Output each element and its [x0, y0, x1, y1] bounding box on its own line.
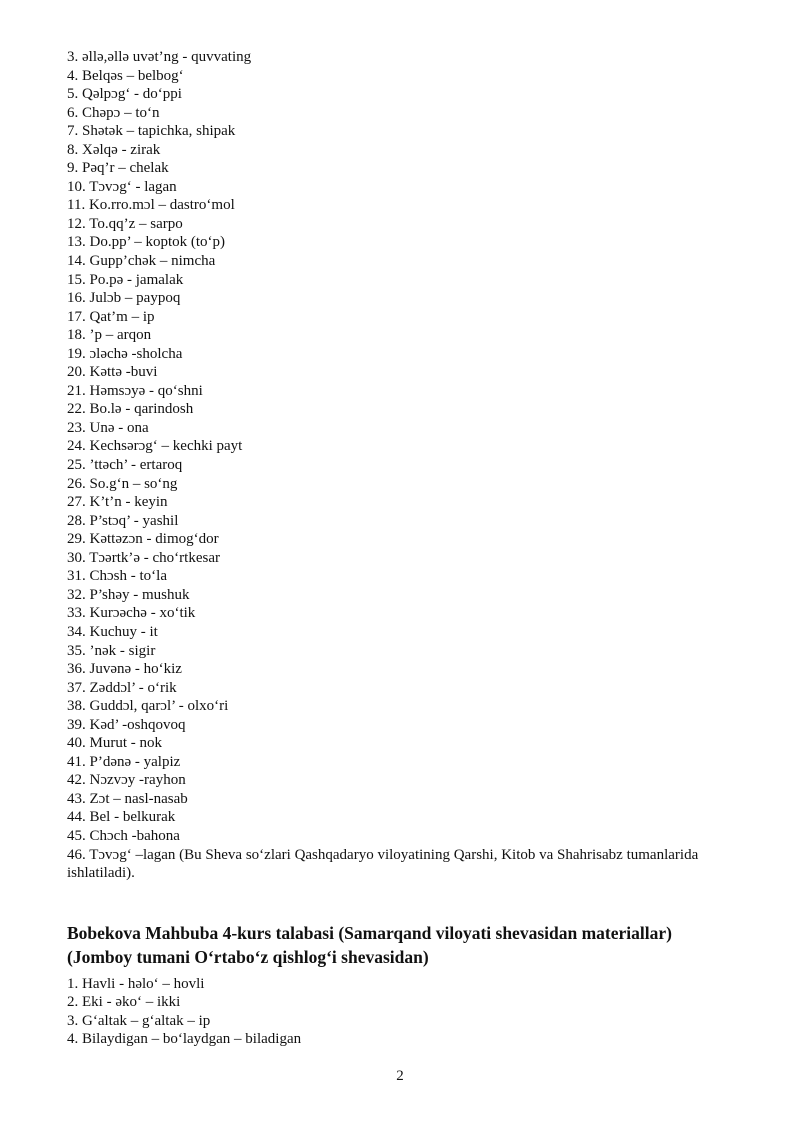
list-item: 35. ’nək - sigir — [67, 642, 156, 659]
list-item: 5. Qəlpɔg‘ - do‘ppi — [67, 86, 182, 103]
list-item: 13. Do.pp’ – koptok (to‘p) — [67, 234, 226, 251]
section-heading — [67, 921, 767, 969]
list-item: 1. Havli - həlo‘ – hovli — [67, 975, 205, 992]
list-item: 9. Pəq’r – chelak — [67, 160, 169, 177]
list-item: 40. Murut - nok — [67, 735, 162, 752]
list-item: 7. Shətək – tapichka, shipak — [67, 123, 236, 140]
list-item: 32. P’shəy - mushuk — [67, 586, 190, 603]
list-item: 25. ’ttəch’ - ertaroq — [67, 457, 183, 474]
list-item: 4. Belqəs – belbog‘ — [67, 67, 184, 84]
second-word-list — [67, 975, 767, 1049]
list-item: 24. Kechsərɔg‘ – kechki payt — [67, 438, 243, 455]
list-item: 20. Kəttə -buvi — [67, 364, 158, 381]
list-item: 8. Xəlqə - zirak — [67, 141, 161, 158]
list-item: 38. Guddɔl, qarɔl’ - olxo‘ri — [67, 698, 229, 715]
list-item: 31. Chɔsh - to‘la — [67, 568, 167, 585]
document-page — [67, 48, 767, 1049]
dialect-word-list — [67, 48, 767, 883]
list-item: 33. Kurɔəchə - xo‘tik — [67, 605, 196, 622]
list-item: 39. Kəd’ -oshqovoq — [67, 716, 186, 733]
list-item: 6. Chəpɔ – to‘n — [67, 104, 160, 121]
list-item: 37. Zəddɔl’ - o‘rik — [67, 679, 177, 696]
list-item: 44. Bel - belkurak — [67, 809, 176, 826]
list-item: 42. Nɔzvɔy -rayhon — [67, 772, 186, 789]
list-item: 46. Tɔvɔg‘ –lagan (Bu Sheva so‘zlari Qashqadaryo viloyatining Qarshi, Kitob va Shahrisabz tumanlarida ishlatiladi). — [67, 846, 699, 882]
list-item: 18. ’p – arqon — [67, 327, 152, 344]
list-item: 16. Julɔb – paypoq — [67, 290, 181, 307]
list-item: 21. Həmsɔyə - qo‘shni — [67, 382, 203, 399]
section-heading-line-1: Bobekova Mahbuba 4-kurs talabasi (Samarqand viloyati shevasidan materiallar) — [67, 922, 672, 943]
list-item: 10. Tɔvɔg‘ - lagan — [67, 178, 177, 195]
list-item: 2. Eki - əko‘ – ikki — [67, 994, 181, 1011]
list-item: 43. Zɔt – nasl-nasab — [67, 790, 188, 807]
list-item: 22. Bo.lə - qarindosh — [67, 401, 194, 418]
list-item: 11. Ko.rro.mɔl – dastro‘mol — [67, 197, 235, 214]
list-item: 30. Tɔərtk’ə - cho‘rtkesar — [67, 549, 220, 566]
page-number: 2 — [396, 1068, 404, 1084]
list-item: 34. Kuchuy - it — [67, 623, 158, 640]
list-item: 26. So.g‘n – so‘ng — [67, 475, 178, 492]
list-item: 3. G‘altak – g‘altak – ip — [67, 1012, 211, 1029]
list-item: 17. Qat’m – ip — [67, 308, 155, 325]
list-item: 14. Gupp’chək – nimcha — [67, 253, 216, 270]
section-heading-line-2: (Jomboy tumani O‘rtabo‘z qishlog‘i shevasidan) — [67, 946, 429, 967]
list-item: 12. To.qq’z – sarpo — [67, 215, 183, 232]
list-item: 27. K’t’n - keyin — [67, 494, 168, 511]
list-item: 23. Unə - ona — [67, 419, 149, 436]
list-item: 15. Po.pə - jamalak — [67, 271, 184, 288]
list-item: 29. Kəttəzɔn - dimog‘dor — [67, 531, 219, 548]
list-item: 45. Chɔch -bahona — [67, 827, 180, 844]
list-item: 41. P’dənə - yalpiz — [67, 753, 181, 770]
list-item: 19. ɔləchə -sholcha — [67, 345, 183, 362]
list-item: 3. əllə,əllə uvət’ng - quvvating — [67, 49, 252, 65]
list-item: 36. Juvənə - ho‘kiz — [67, 661, 182, 678]
list-item: 4. Bilaydigan – bo‘laydgan – biladigan — [67, 1031, 302, 1048]
list-item: 28. P’stɔq’ - yashil — [67, 512, 179, 529]
